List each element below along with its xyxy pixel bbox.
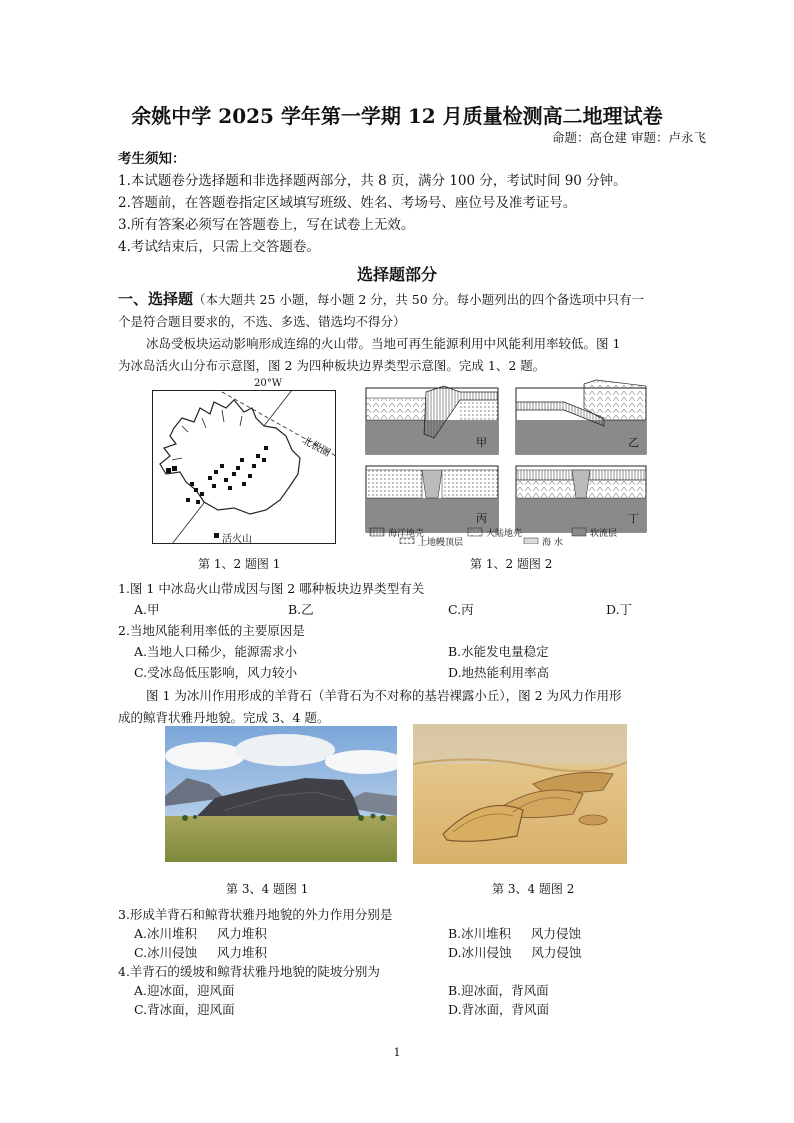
q4-option-d: D.背冰面，背风面: [448, 1002, 550, 1017]
panel-label-yi: 乙: [628, 436, 639, 449]
q1-option-c: C.丙: [448, 602, 474, 617]
legend-oceanic-crust: 海洋地壳: [388, 529, 425, 539]
photo2-caption: 第 3、4 题图 2: [492, 882, 575, 896]
question-1-stem: 1.图 1 中冰岛火山带成因与图 2 哪种板块边界类型有关: [118, 581, 425, 596]
legend-continental-crust: 大陆地壳: [486, 529, 523, 539]
q2-option-a: A.当地人口稀少，能源需求小: [134, 644, 298, 659]
panel-label-ding: 丁: [628, 512, 639, 525]
q4-option-c: C.背冰面，迎风面: [134, 1002, 235, 1017]
question-2-stem: 2.当地风能利用率低的主要原因是: [118, 623, 305, 638]
longitude-label: 20°W: [254, 378, 283, 389]
volcano-legend: 活火山: [222, 534, 252, 545]
section-title: 选择题部分: [356, 265, 437, 284]
yardang-illustration: [413, 724, 627, 864]
page-title: 余姚中学 2025 学年第一学期 12 月质量检测高二地理试卷: [131, 104, 663, 128]
intro-1-2: 冰岛受板块运动影响形成连绵的火山带。当地可再生能源利用中风能利用率较低。图 1: [146, 336, 621, 351]
part1-header: [118, 290, 644, 309]
q4-option-a: A.迎冰面，迎风面: [134, 983, 235, 998]
notice-item: 1.本试题卷分选择题和非选择题两部分，共 8 页，满分 100 分，考试时间 90 分钟。: [118, 173, 627, 189]
panel-ding: [516, 466, 646, 532]
q1-option-a: A.甲: [134, 602, 160, 617]
arctic-circle-label: 北极圈: [300, 435, 332, 460]
panel-label-bing: 丙: [476, 512, 487, 525]
part1-desc: （本大题共 25 小题，每小题 2 分，共 50 分。每小题列出的四个备选项中只有一: [193, 292, 645, 307]
panel-label-jia: 甲: [476, 436, 487, 449]
q3-option-a: A.冰川堆积 风力堆积: [134, 926, 267, 941]
photo1-caption: 第 3、4 题图 1: [226, 882, 309, 896]
question-3-stem: 3.形成羊背石和鲸背状雅丹地貌的外力作用分别是: [118, 907, 393, 922]
roche-moutonnee-photo: [165, 726, 397, 862]
q3-option-b: B.冰川堆积 风力侵蚀: [448, 926, 582, 941]
fig1-caption: 第 1、2 题图 1: [198, 557, 281, 571]
part1-desc-cont: 个是符合题目要求的，不选、多选、错选均不得分）: [118, 314, 406, 329]
notice-item: 3.所有答案必须写在答题卷上，写在试卷上无效。: [118, 217, 415, 233]
q1-option-d: D.丁: [606, 602, 633, 617]
notice-item: 4.考试结束后，只需上交答题卷。: [118, 239, 320, 255]
q2-option-d: D.地热能利用率高: [448, 665, 550, 680]
panel-yi: [516, 380, 646, 454]
legend-seawater: 海 水: [542, 538, 563, 548]
question-4-stem: 4.羊背石的缓坡和鲸背状雅丹地貌的陡坡分别为: [118, 964, 380, 979]
intro-3-4-cont: 成的鲸背状雅丹地貌。完成 3、4 题。: [118, 710, 330, 725]
notice-item: 2.答题前，在答题卷指定区域填写班级、姓名、考场号、座位号及准考证号。: [118, 195, 577, 211]
q3-option-c: C.冰川侵蚀 风力堆积: [134, 945, 267, 960]
intro-1-2-cont: 为冰岛活火山分布示意图，图 2 为四种板块边界类型示意图。完成 1、2 题。: [118, 358, 546, 373]
q2-option-c: C.受冰岛低压影响，风力较小: [134, 665, 298, 680]
notice-heading: 考生须知：: [118, 151, 186, 167]
q3-option-d: D.冰川侵蚀 风力侵蚀: [448, 945, 582, 960]
q4-option-b: B.迎冰面，背风面: [448, 983, 549, 998]
q2-option-b: B.水能发电量稳定: [448, 644, 549, 659]
q1-option-b: B.乙: [288, 602, 314, 617]
plate-boundary-diagram: [364, 378, 648, 548]
page-number: 1: [393, 1046, 401, 1059]
intro-3-4: 图 1 为冰川作用形成的羊背石（羊背石为不对称的基岩裸露小丘），图 2 为风力作用形: [146, 688, 622, 703]
legend-upper-mantle: 上地幔顶层: [418, 538, 464, 548]
fig2-caption: 第 1、2 题图 2: [470, 557, 553, 571]
iceland-map: [152, 378, 336, 544]
part1-label: 一、选择题: [118, 290, 194, 308]
authors-line: 命题：高仓建 审题：卢永飞: [552, 130, 706, 145]
legend-asthenosphere: 软流层: [590, 529, 618, 539]
